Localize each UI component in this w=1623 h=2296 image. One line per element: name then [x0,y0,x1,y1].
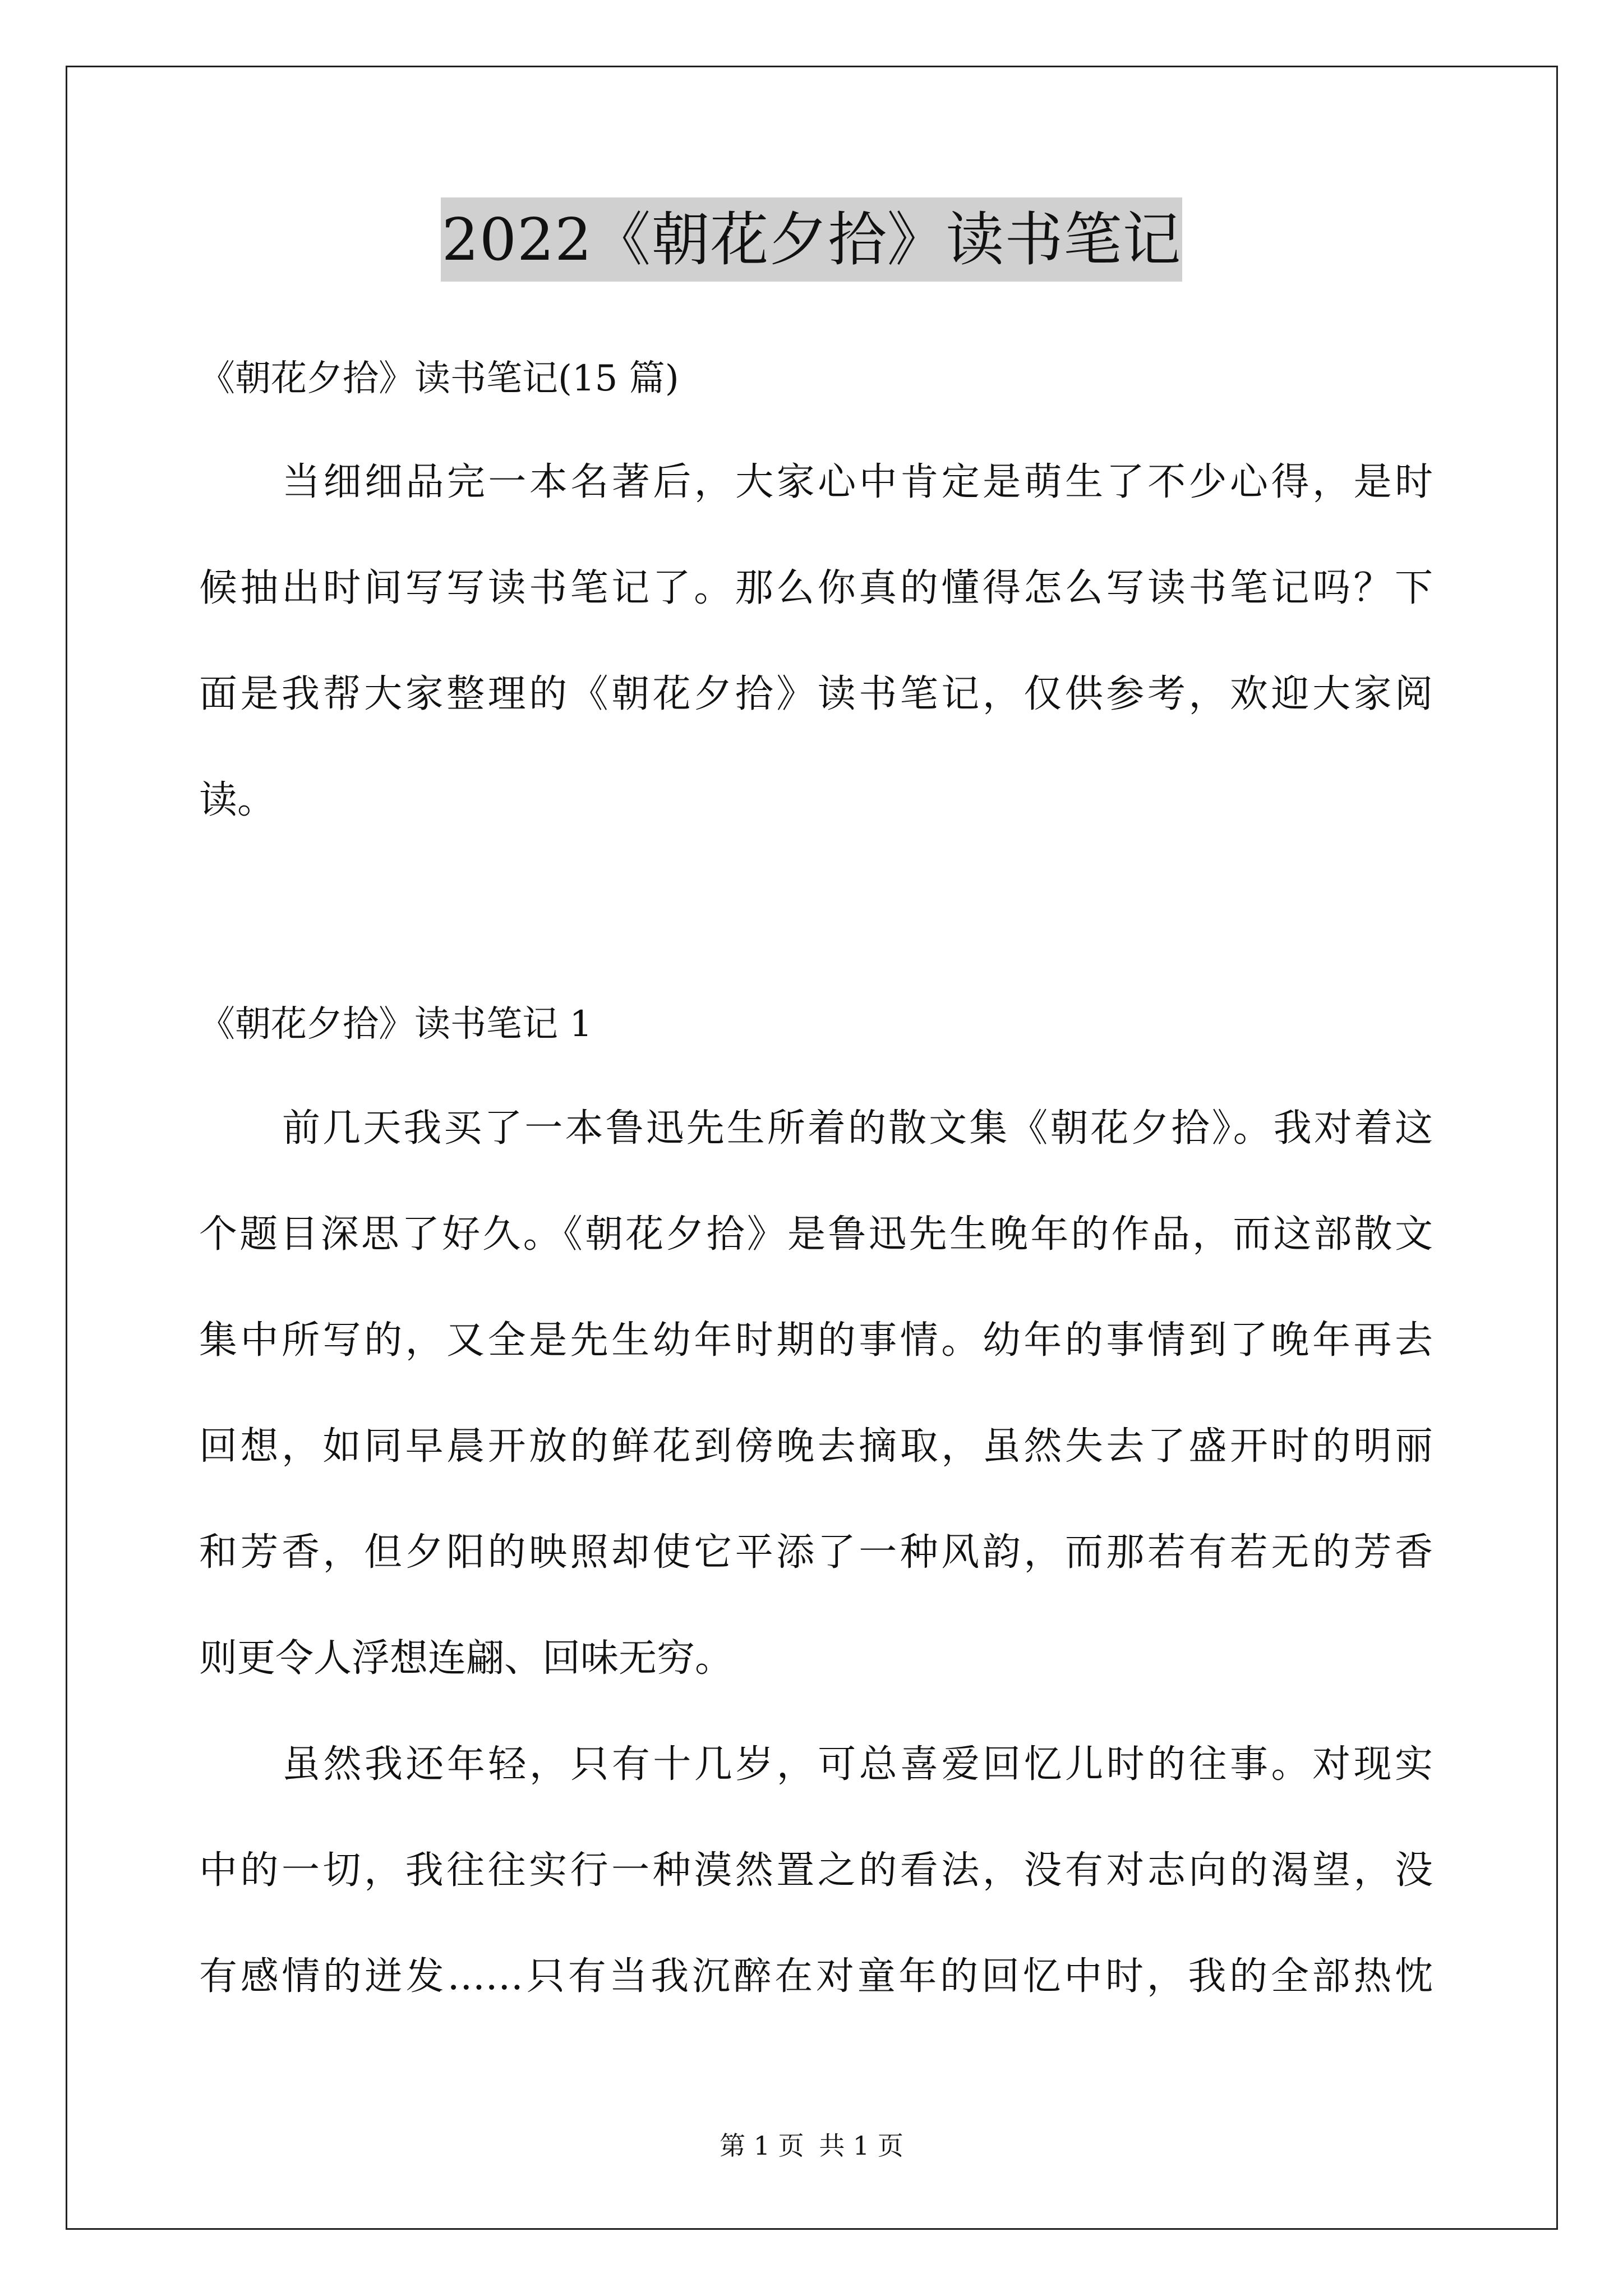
body-paragraph-2 [199,1737,1433,2055]
section-heading: 《朝花夕拾》读书笔记 1 [199,1004,593,1045]
page-number: 第 1 页 [720,2131,804,2161]
document-subtitle: 《朝花夕拾》读书笔记(15 篇) [199,358,679,399]
paragraph-line: 中的一切，我往往实行一种漠然置之的看法，没有对志向的渴望，没 [199,1848,1433,1893]
paragraph-line: 虽然我还年轻，只有十几岁，可总喜爱回忆儿时的往事。对现实 [282,1742,1433,1787]
paragraph-line: 个题目深思了好久。《朝花夕拾》是鲁迅先生晚年的作品，而这部散文 [199,1212,1433,1257]
paragraph-line: 和芳香，但夕阳的映照却使它平添了一种风韵，而那若有若无的芳香 [199,1530,1433,1575]
paragraph-line: 前几天我买了一本鲁迅先生所着的散文集《朝花夕拾》。我对着这 [282,1106,1433,1151]
body-paragraph-1 [199,1101,1433,1737]
paragraph-line: 回想，如同早晨开放的鲜花到傍晚去摘取，虽然失去了盛开时的明丽 [199,1424,1433,1469]
paragraph-line: 则更令人浮想连翩、回味无穷。 [199,1636,734,1681]
title-container [0,197,1623,282]
document-title: 2022《朝花夕拾》读书笔记 [441,197,1183,282]
intro-line: 当细细品完一本名著后，大家心中肯定是萌生了不少心得，是时 [282,460,1433,504]
total-pages: 共 1 页 [819,2131,903,2161]
paragraph-line: 集中所写的，又全是先生幼年时期的事情。幼年的事情到了晚年再去 [199,1318,1433,1363]
intro-line: 面是我帮大家整理的《朝花夕拾》读书笔记，仅供参考，欢迎大家阅 [199,672,1433,716]
intro-paragraph [199,454,1433,878]
intro-line: 候抽出时间写写读书笔记了。那么你真的懂得怎么写读书笔记吗？下 [199,566,1433,610]
page-footer [0,2126,1623,2165]
intro-line: 读。 [199,778,276,822]
paragraph-line: 有感情的迸发……只有当我沉醉在对童年的回忆中时，我的全部热忱 [199,1954,1433,1999]
